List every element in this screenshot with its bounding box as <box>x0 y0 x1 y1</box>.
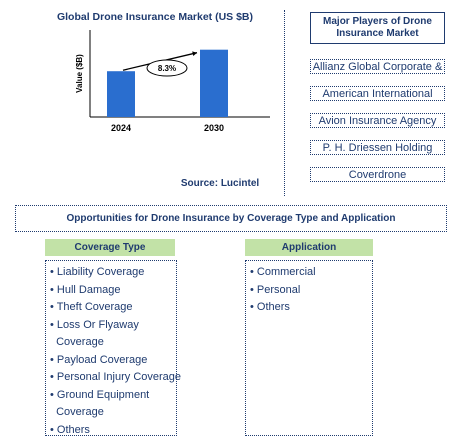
list-item: • Hull Damage <box>50 283 121 296</box>
list-item: • Liability Coverage <box>50 266 145 278</box>
coverage-type-list <box>45 260 182 436</box>
list-item: • Others <box>50 423 90 436</box>
coverage-type-header: Coverage Type <box>45 239 175 256</box>
list-item: • Payload Coverage <box>50 353 148 366</box>
players-header: Major Players of Drone Insurance Market <box>310 12 445 44</box>
growth-arrow-head <box>192 51 197 56</box>
growth-label: 8.3% <box>157 64 177 73</box>
application-header: Application <box>245 239 373 256</box>
chart-source: Source: Lucintel <box>180 178 260 189</box>
y-axis-label: Value ($B) <box>75 54 84 93</box>
player-item: P. H. Driessen Holding <box>310 140 445 155</box>
player-item: Allianz Global Corporate & <box>310 59 445 74</box>
vertical-divider <box>284 10 285 196</box>
opportunities-title: Opportunities for Drone Insurance by Coverage Type and Application <box>15 205 447 232</box>
x-tick-label: 2030 <box>203 123 225 133</box>
bar-2030 <box>200 50 228 117</box>
list-item: Coverage <box>50 406 104 418</box>
list-item: • Ground Equipment <box>50 388 150 401</box>
list-item: • Theft Coverage <box>50 301 133 313</box>
list-item: • Personal Injury Coverage <box>50 371 182 383</box>
list-item: • Commercial <box>250 266 316 278</box>
list-item: • Loss Or Flyaway <box>50 318 139 331</box>
bar-chart <box>0 0 285 200</box>
list-item: • Others <box>250 301 290 313</box>
application-list <box>245 260 373 436</box>
list-item: • Personal <box>250 283 301 296</box>
player-item: Avion Insurance Agency <box>310 113 445 128</box>
x-tick-label: 2024 <box>110 123 132 133</box>
list-item: Coverage <box>50 336 104 348</box>
player-item: Coverdrone <box>310 167 445 182</box>
player-item: American International <box>310 86 445 101</box>
chart-title: Global Drone Insurance Market (US $B) <box>56 11 254 23</box>
bar-2024 <box>107 71 135 117</box>
